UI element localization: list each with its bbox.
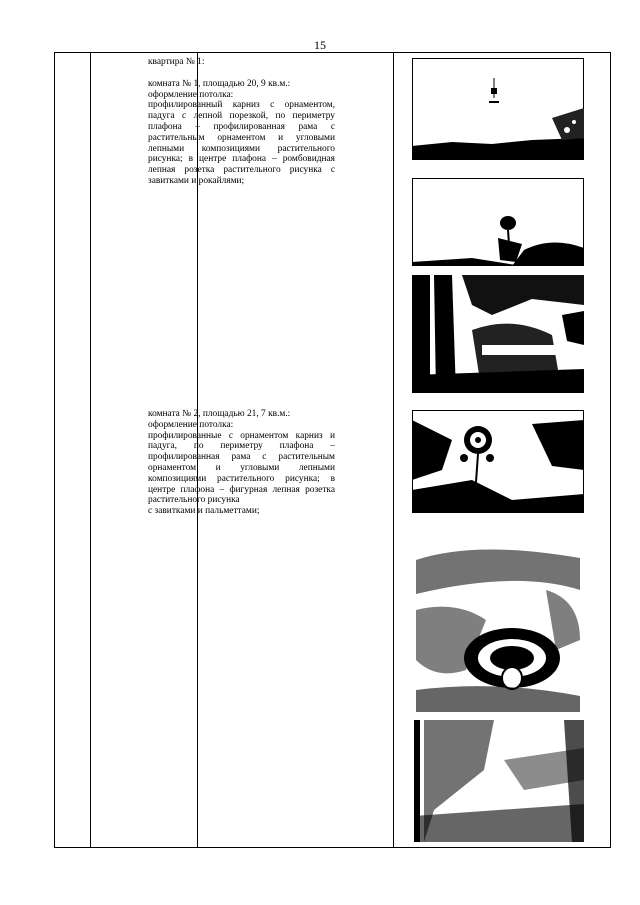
room-subtitle: оформление потолка: <box>148 419 234 430</box>
photo-image <box>414 720 584 842</box>
page-number: 15 <box>314 38 326 52</box>
photo-cornice-corner <box>414 720 584 842</box>
room-title: комната № 2, площадью 21, 7 кв.м.: <box>148 409 291 419</box>
photo-chandelier-rosette <box>412 410 584 513</box>
apartment-heading: квартира № 1: <box>148 57 205 67</box>
photo-image <box>412 58 584 160</box>
photo-ceiling-chandelier <box>412 58 584 160</box>
table-column-divider <box>393 53 394 847</box>
photo-image <box>416 530 580 712</box>
photo-ceiling-rosette <box>412 178 584 266</box>
room-subtitle: оформление потолка: <box>148 89 234 100</box>
photo-image <box>412 410 584 513</box>
photo-image <box>412 178 584 266</box>
room-description: профилированный карниз с орнаментом, падуга с лепной порезкой, по периметру плафона – профилированная рама с растительным орнаментом и угловыми лепными композициями растительного рисунка; в центре плафона – ромбовидная лепная розетка растительного рисунка с завитками и рокайлями; <box>148 100 335 186</box>
apartment-description-room-2 <box>148 409 335 517</box>
room-title: комната № 1, площадью 20, 9 кв.м.: <box>148 78 291 89</box>
photo-image <box>412 275 584 393</box>
room-description: профилированные с орнаментом карниз и падуга, по периметру плафона – профилированная рама с растительным орнаментом и угловыми лепными композициями растительного рисунка; в центре плафона – фигурная лепная розетка растительного рисунка <box>148 430 335 506</box>
apartment-description-room-1 <box>148 57 335 187</box>
photo-ornate-rosette-chandelier <box>416 530 580 712</box>
table-column-divider <box>90 53 91 847</box>
room-description-continued: с завитками и пальметтами; <box>148 506 260 517</box>
photo-window-cornice <box>412 275 584 393</box>
